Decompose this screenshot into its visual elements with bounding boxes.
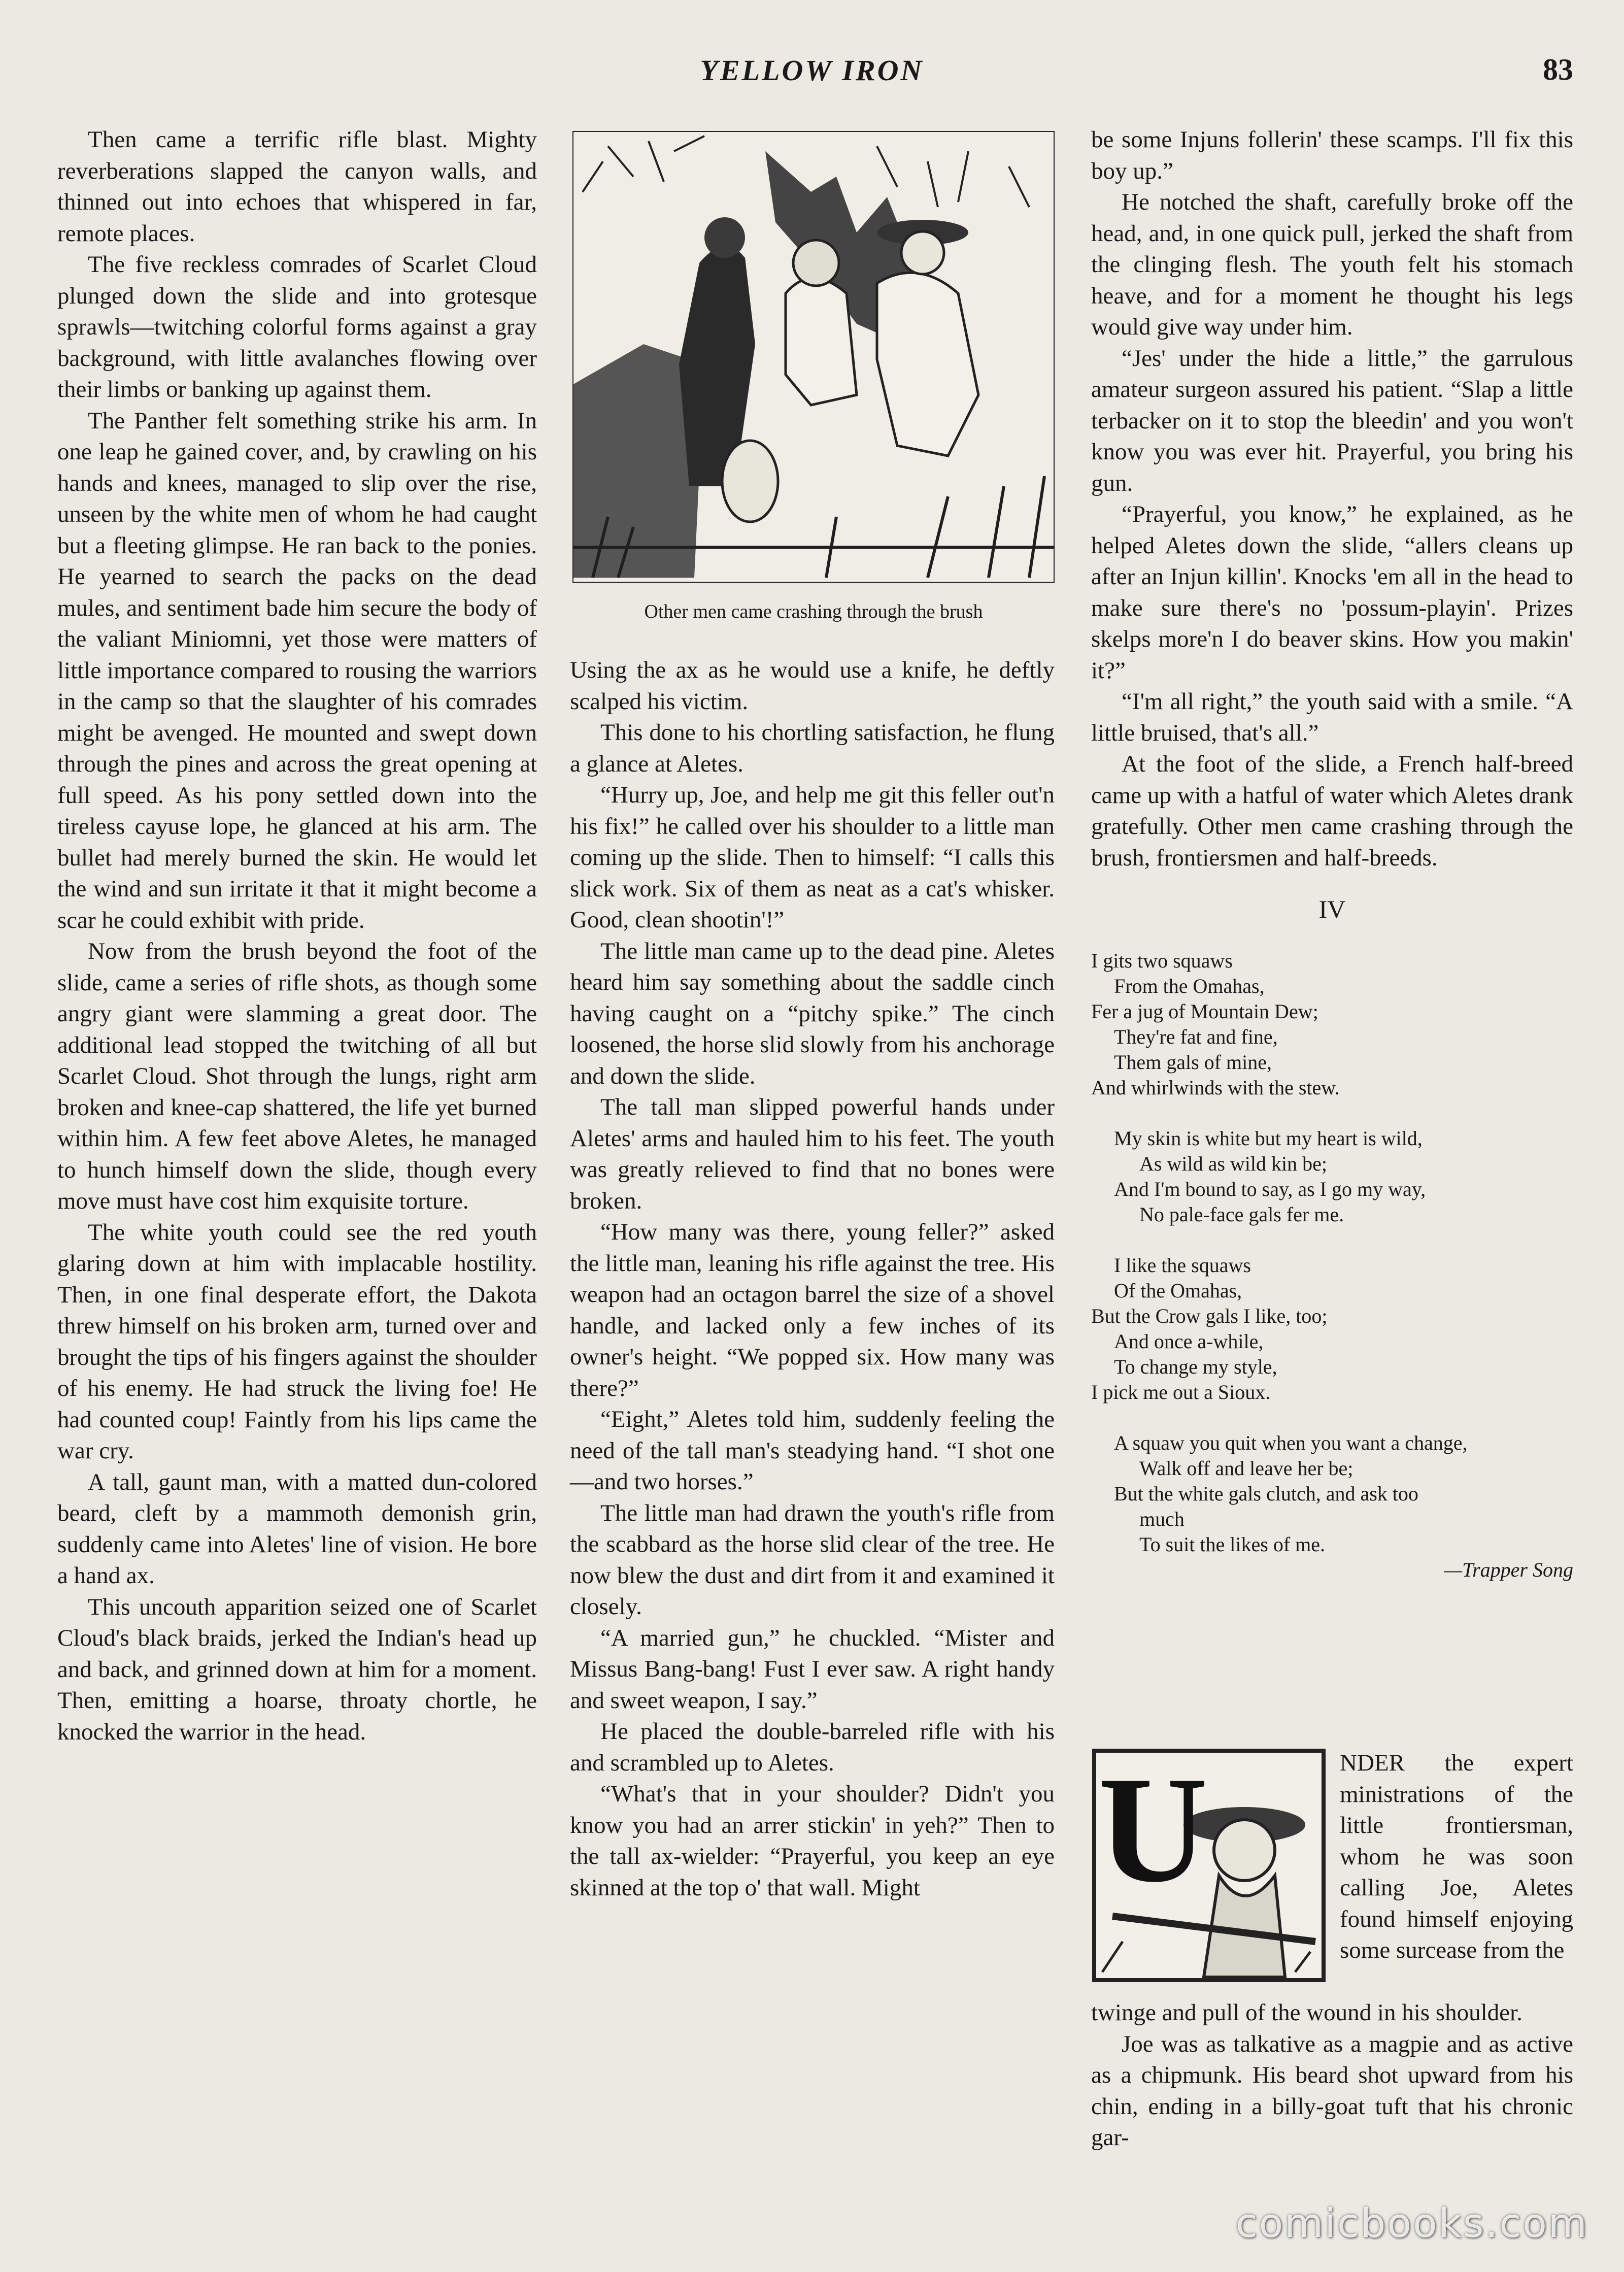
paragraph: Joe was as talkative as a magpie and as active as a chipmunk. His beard shot upward from his chin, ending in a billy-goat tuft that his chronic gar- <box>1091 2030 1573 2151</box>
dropcap-illustration <box>1092 1749 1326 1982</box>
paragraph: “Hurry up, Joe, and help me git this feller out'n his fix!” he called over his shoulder to a little man coming up the slide. Then to himself: “I calls this slick work. Six of them as neat as a cat's whisker. Good, clean shootin'!” <box>570 782 1055 933</box>
paragraph: This done to his chortling satisfaction, he flung a glance at Aletes. <box>570 719 1055 777</box>
poem-line: Walk off and leave her be; <box>1139 1456 1354 1480</box>
running-title: YELLOW IRON <box>700 54 924 87</box>
paragraph: The little man had drawn the youth's rifle from the scabbard as the horse slid clear of the tree. He now blew the dust and dirt from it and examined it closely. <box>570 1499 1055 1620</box>
poem-line: Them gals of mine, <box>1114 1050 1272 1074</box>
poem-line: No pale-face gals fer me. <box>1139 1202 1344 1226</box>
paragraph: “Jes' under the hide a little,” the garrulous amateur surgeon assured his patient. “Slap a little terbacker on it to stop the bleedin' and you won't know you was ever hit. Prayerful, you bring his gun. <box>1091 345 1573 496</box>
paragraph: The five reckless comrades of Scarlet Cloud plunged down the slide and into grotesque sprawls—twitching colorful forms against a gray background, with little avalanches flowing over their limbs or banking up against them. <box>57 251 537 403</box>
poem-line: From the Omahas, <box>1114 974 1265 997</box>
poem-line: They're fat and fine, <box>1114 1025 1278 1048</box>
paragraph: be some Injuns follerin' these scamps. I'll fix this boy up.” <box>1091 126 1573 184</box>
poem-line: much <box>1139 1507 1185 1530</box>
poem-line: And once a-while, <box>1114 1329 1264 1353</box>
poem-line: But the Crow gals I like, too; <box>1091 1304 1328 1327</box>
column-3 <box>1091 124 1573 1583</box>
paragraph: Then came a terrific rifle blast. Mighty reverberations slapped the canyon walls, and thinned out into echoes that whispered in far, remote places. <box>57 126 537 247</box>
paragraph: “Prayerful, you know,” he explained, as he helped Aletes down the slide, “allers cleans up after an Injun killin'. Knocks 'em all in the head to make sure there's no 'possum-playin'. Prizes skelps more'n I do beaver skins. How you makin' it?” <box>1091 501 1573 684</box>
paragraph: Now from the brush beyond the foot of the slide, came a series of rifle shots, as though some angry giant were slamming a great door. The additional lead stopped the twitching of all but Scarlet Cloud. Shot through the lungs, right arm broken and knee-cap shattered, the life yet burned within him. A few feet above Aletes, he managed to hunch himself down the slide, though every move must have cost him exquisite torture. <box>57 938 537 1214</box>
section-heading: IV <box>1318 895 1346 923</box>
paragraph: “How many was there, young feller?” asked the little man, leaning his rifle against the tree. His weapon had an octagon barrel the size of a shovel handle, and lacked only a few inches of its owner's height. “We popped six. How many was there?” <box>570 1219 1055 1401</box>
paragraph: This uncouth apparition seized one of Scarlet Cloud's black braids, jerked the Indian's head up and back, and grinned down at him for a moment. Then, emitting a hoarse, throaty chortle, he knocked the warrior in the head. <box>57 1593 537 1745</box>
poem-stanza <box>1091 1253 1573 1405</box>
paragraph: The white youth could see the red youth glaring down at him with implacable hostility. Then, in one final desperate effort, the Dakota threw himself on his broken arm, turned over and brought the tips of his fingers against the shoulder of his enemy. He had struck the living foe! He had counted coup! Faintly from his lips came the war cry. <box>57 1219 537 1464</box>
paragraph: The tall man slipped powerful hands under Aletes' arms and hauled him to his feet. The youth was greatly relieved to find that no bones were broken. <box>570 1094 1055 1214</box>
watermark-logo: comicbooks.com <box>1235 2201 1588 2247</box>
poem-stanza <box>1091 1430 1573 1583</box>
paragraph: Using the ax as he would use a knife, he deftly scalped his victim. <box>570 657 1055 715</box>
page-number: 83 <box>1543 53 1573 86</box>
paragraph: He placed the double-barreled rifle with his and scrambled up to Aletes. <box>570 1718 1055 1776</box>
illustration-caption: Other men came crashing through the brush <box>644 601 983 622</box>
dropcap-letter: U <box>1098 1749 1208 1914</box>
poem-line: A squaw you quit when you want a change, <box>1114 1431 1468 1454</box>
paragraph: At the foot of the slide, a French half-breed came up with a hatful of water which Aletes drank gratefully. Other men came crashing through the brush, frontiersmen and half-breeds. <box>1091 751 1573 871</box>
paragraph: The little man came up to the dead pine. Aletes heard him say something about the saddle cinch having caught on a “pitchy spike.” The cinch loosened, the horse slid slowly from his anchorage and down the slide. <box>570 938 1055 1089</box>
poem-line: I like the squaws <box>1114 1253 1251 1277</box>
poem-stanza <box>1091 1126 1573 1227</box>
poem-stanza <box>1091 948 1573 1100</box>
paragraph: “I'm all right,” the youth said with a smile. “A little bruised, that's all.” <box>1091 688 1573 746</box>
paragraph: “Eight,” Aletes told him, suddenly feeling the need of the tall man's steadying hand. “I shot one—and two horses.” <box>570 1406 1055 1495</box>
poem-line: And whirlwinds with the stew. <box>1091 1076 1340 1099</box>
poem-attribution: —Trapper Song <box>1444 1558 1573 1581</box>
poem-line: And I'm bound to say, as I go my way, <box>1114 1177 1426 1200</box>
paragraph: The Panther felt something strike his arm. In one leap he gained cover, and, by crawling on his hands and knees, managed to slip over the rise, unseen by the white men of whom he had caught but a fleeting glimpse. He ran back to the ponies. He yearned to search the packs on the dead mules, and sentiment bade him secure the body of the valiant Miniomni, yet those were matters of little importance compared to rousing the warriors in the camp so that the slaughter of his comrades might be avenged. He mounted and swept down through the pines and across the great opening at full speed. As his pony settled down into the tireless cayuse lope, he glanced at his arm. The bullet had merely burned the skin. He would let the wind and sun irritate it that it might become a scar he could exhibit with pride. <box>57 407 537 933</box>
column-2 <box>570 655 1055 1903</box>
trapper-song-poem <box>1091 948 1573 1583</box>
column-3-continuation <box>1091 1997 1573 2154</box>
poem-line: But the white gals clutch, and ask too <box>1114 1482 1418 1505</box>
poem-line: As wild as wild kin be; <box>1139 1152 1327 1175</box>
poem-line: I pick me out a Sioux. <box>1091 1380 1271 1404</box>
poem-line: My skin is white but my heart is wild, <box>1114 1126 1423 1150</box>
column-1 <box>57 124 537 1748</box>
poem-line: Fer a jug of Mountain Dew; <box>1091 999 1318 1023</box>
dropcap-paragraph: NDER the expert ministrations of the little frontiersman, whom he was soon calling Joe, Aletes found himself enjoying some surcease from the <box>1340 1750 1573 1963</box>
paragraph: He notched the shaft, carefully broke off the head, and, in one quick pull, jerked the shaft from the clinging flesh. The youth felt his stomach heave, and for a moment he thought his legs would give way under him. <box>1091 189 1573 340</box>
poem-line: To suit the likes of me. <box>1139 1532 1326 1556</box>
paragraph: “A married gun,” he chuckled. “Mister and Missus Bang-bang! Fust I ever saw. A right handy and sweet weapon, I say.” <box>570 1624 1055 1714</box>
woodcut-illustration <box>572 131 1055 583</box>
poem-line: I gits two squaws <box>1091 949 1233 972</box>
poem-line: To change my style, <box>1114 1355 1277 1378</box>
paragraph: “What's that in your shoulder? Didn't you know you had an arrer stickin' in yeh?” Then to the tall ax-wielder: “Prayerful, you keep an eye skinned at the top o' that wall. Might <box>570 1781 1055 1901</box>
paragraph: twinge and pull of the wound in his shoulder. <box>1091 1999 1522 2026</box>
poem-line: Of the Omahas, <box>1114 1279 1242 1302</box>
paragraph: A tall, gaunt man, with a matted dun-colored beard, cleft by a mammoth demonish grin, suddenly came into Aletes' line of vision. He bore a hand ax. <box>57 1468 537 1589</box>
